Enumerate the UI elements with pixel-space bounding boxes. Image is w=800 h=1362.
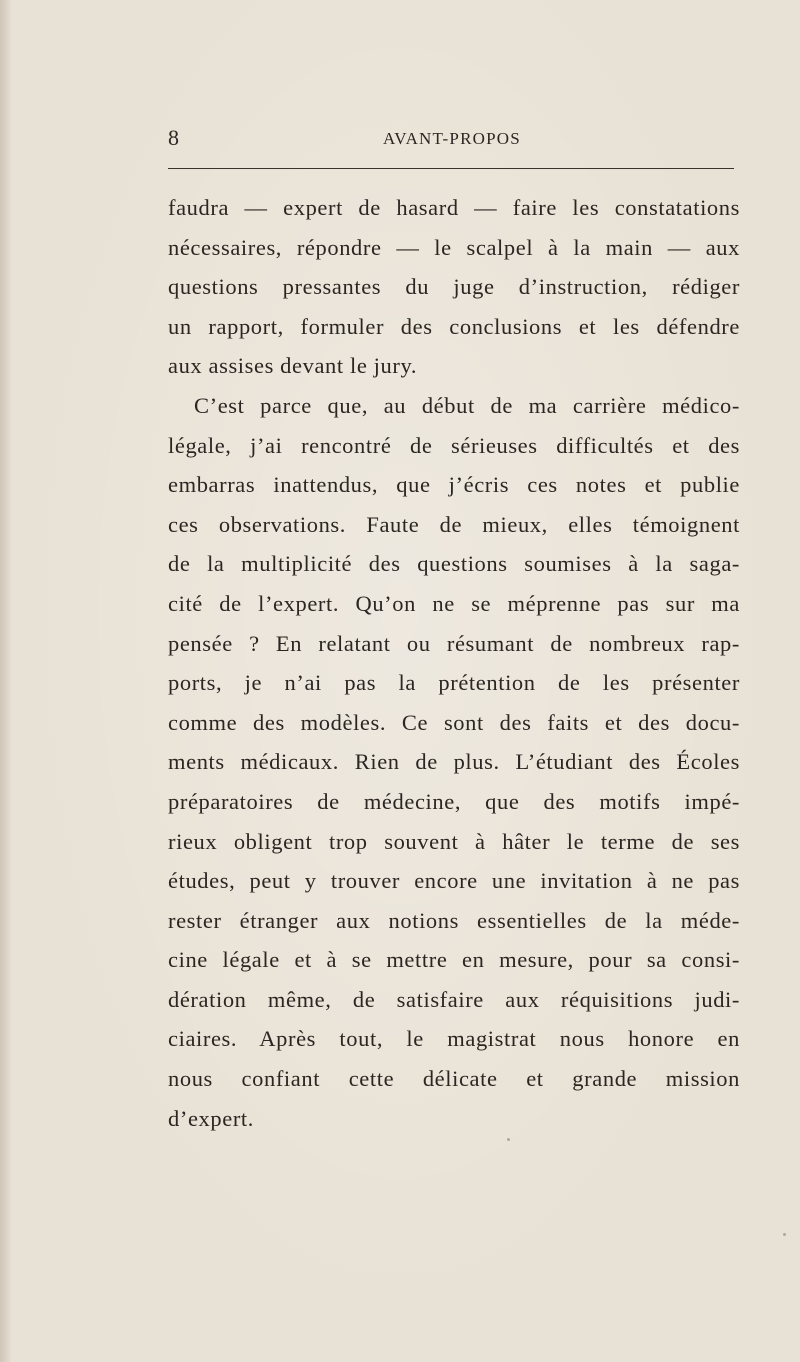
text-line: ments médicaux. Rien de plus. L’étudiant des Écoles — [168, 749, 740, 775]
text-line: préparatoires de médecine, que des motifs impé- — [168, 788, 740, 814]
text-line: embarras inattendus, que j’écris ces notes et publie — [168, 472, 740, 498]
text-line: cité de l’expert. Qu’on ne se méprenne pas sur ma — [168, 590, 740, 616]
text-line: rester étranger aux notions essentielles de la méde- — [168, 907, 740, 933]
text-line: études, peut y trouver encore une invitation à ne pas — [168, 868, 740, 894]
text-line: questions pressantes du juge d’instruction, rédiger — [168, 274, 740, 300]
paper-speck — [507, 1138, 510, 1141]
text-line: nous confiant cette délicate et grande mission — [168, 1066, 740, 1092]
text-line: aux assises devant le jury. — [168, 353, 418, 379]
text-line: C’est parce que, au début de ma carrière médico- — [194, 392, 740, 418]
text-line: cine légale et à se mettre en mesure, pour sa consi- — [168, 947, 740, 973]
page-gutter-edge — [0, 0, 12, 1362]
text-line: ports, je n’ai pas la prétention de les présenter — [168, 670, 740, 696]
page-number: 8 — [168, 125, 180, 150]
text-line: légale, j’ai rencontré de sérieuses difficultés et des — [168, 432, 740, 458]
page-header — [168, 123, 736, 153]
text-line: dération même, de satisfaire aux réquisitions judi- — [168, 986, 740, 1012]
text-line: ciaires. Après tout, le magistrat nous honore en — [168, 1026, 740, 1052]
paper-speck — [783, 1233, 786, 1236]
text-line: ces observations. Faute de mieux, elles témoignent — [168, 511, 740, 537]
text-line: un rapport, formuler des conclusions et les défendre — [168, 313, 740, 339]
text-line: d’expert. — [168, 1105, 254, 1131]
running-head: AVANT-PROPOS — [383, 129, 521, 148]
text-line: comme des modèles. Ce sont des faits et des docu- — [168, 709, 740, 735]
text-line: de la multiplicité des questions soumises à la saga- — [168, 551, 740, 577]
text-line: nécessaires, répondre — le scalpel à la main — aux — [168, 234, 740, 260]
text-line: pensée ? En relatant ou résumant de nombreux rap- — [168, 630, 740, 656]
text-line: faudra — expert de hasard — faire les constatations — [168, 195, 740, 220]
body-text — [168, 188, 740, 1138]
header-rule — [168, 168, 734, 169]
text-line: rieux obligent trop souvent à hâter le terme de ses — [168, 828, 740, 854]
